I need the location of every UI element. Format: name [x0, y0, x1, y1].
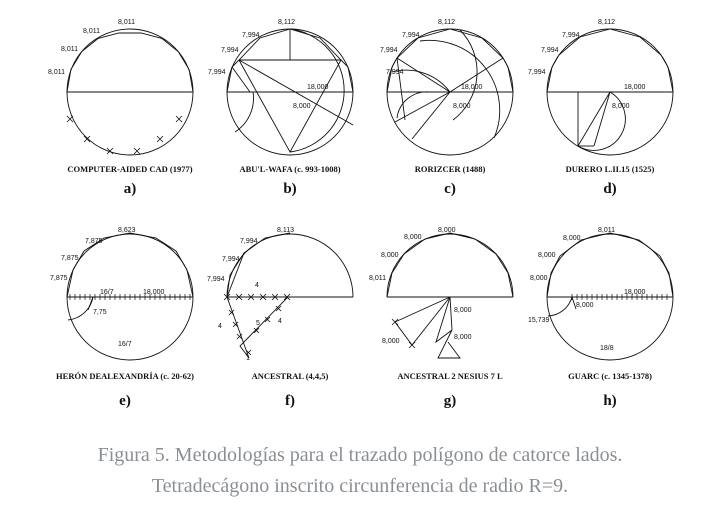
panel-e-label-3: 7,875	[50, 275, 68, 282]
panel-e-label-5: 18,000	[143, 289, 165, 296]
panel-c-label-5: 8,000	[453, 103, 471, 110]
panel-c-label-2: 7,994	[380, 47, 398, 54]
panel-h-title: GUARC (c. 1345-1378)	[568, 371, 652, 381]
panel-h-label-3: 8,000	[530, 275, 548, 282]
panel-c-label-3: 7,994	[386, 69, 404, 76]
panel-a-drawing	[67, 29, 193, 155]
panel-e-label-2: 7,875	[61, 255, 79, 262]
panel-f-label-3: 7,994	[207, 276, 225, 283]
panel-f-label-4: 4	[255, 282, 259, 289]
panel-e-label-0: 8,623	[118, 227, 136, 234]
panel-c-label-1: 7,994	[402, 32, 420, 39]
panel-d-label-1: 7,994	[562, 32, 580, 39]
panel-e-label-7: 16/7	[118, 341, 132, 348]
panel-c-label-0: 8,112	[438, 19, 455, 26]
panel-c-drawing	[387, 29, 513, 155]
panel-c-title: RORIZCER (1488)	[414, 164, 486, 174]
panel-e-label-1: 7,875	[85, 238, 103, 245]
panel-g-label-5: 8,000	[382, 338, 400, 345]
panel-b-label-5: 8,000	[293, 103, 311, 110]
panel-h-label-2: 8,000	[538, 252, 556, 259]
panel-h-drawing	[547, 233, 673, 360]
panel-g-label-3: 8,011	[369, 275, 386, 282]
panel-a-label-3: 8,011	[48, 69, 65, 76]
panel-d-label-3: 7,994	[528, 69, 546, 76]
panel-e-label-6: 7,75	[93, 309, 107, 316]
caption-line-1: Figura 5. Metodologías para el trazado polígono de catorce lados.	[97, 444, 623, 466]
panel-f-label-5: 4	[218, 323, 222, 330]
panel-f-label-8: 1	[246, 355, 250, 362]
panel-g-label-2: 8,000	[381, 252, 399, 259]
panel-d-title: DURERO L.II.15 (1525)	[565, 164, 655, 174]
panel-g-label-4: 8,000	[454, 307, 472, 314]
panel-a-title: COMPUTER-AIDED CAD (1977)	[67, 164, 193, 174]
panel-f-label-1: 7,994	[240, 238, 258, 245]
panel-d-label-5: 8,000	[612, 103, 630, 110]
panel-f-label-0: 8,113	[277, 227, 294, 234]
panel-b-label-0: 8,112	[278, 19, 295, 26]
panel-b-label-3: 7,994	[208, 69, 226, 76]
panel-b-label-2: 7,994	[221, 47, 239, 54]
panel-f-title: ANCESTRAL (4,4,5)	[251, 371, 329, 381]
panel-f-label-6: 5	[256, 320, 260, 327]
panel-d-letter: d)	[603, 181, 617, 197]
panel-c-letter: c)	[444, 181, 456, 197]
panel-h-label-0: 8,011	[598, 227, 615, 234]
panel-f-letter: f)	[285, 393, 295, 409]
panel-g-drawing	[387, 233, 513, 358]
panel-e-label-4: 16/7	[100, 289, 114, 296]
panel-d-label-4: 18,000	[624, 84, 646, 91]
panel-e-title: HERÓN DEALEXANDRÍA (c. 20-62)	[56, 371, 194, 381]
panel-g-label-6: 8,000	[454, 334, 472, 341]
panel-b-drawing	[227, 29, 353, 155]
figure-caption	[0, 440, 720, 502]
panel-g-letter: g)	[443, 393, 457, 409]
panel-g-label-1: 8,000	[404, 234, 422, 241]
panel-b-title: ABU'L-WAFA (c. 993-1008)	[239, 164, 341, 174]
panel-d-label-0: 8,112	[598, 19, 615, 26]
panel-b-label-4: 18,000	[307, 84, 329, 91]
panel-a-label-2: 8,011	[61, 46, 78, 53]
panel-h-label-1: 8,000	[563, 235, 581, 242]
panel-f-drawing	[224, 233, 353, 358]
panel-a-label-0: 8,011	[118, 19, 135, 26]
panel-g-label-0: 8,000	[438, 227, 456, 234]
panel-d-label-2: 7,994	[541, 47, 559, 54]
panel-g-title: ANCESTRAL 2 NESIUS 7 L	[397, 371, 503, 381]
panel-f-label-7: 4	[278, 318, 282, 325]
panel-a-label-1: 8,011	[83, 28, 100, 35]
panel-b-letter: b)	[283, 181, 297, 197]
panel-d-drawing	[547, 29, 673, 155]
panel-f-label-2: 7,994	[222, 256, 240, 263]
panel-h-label-5: 15,739	[528, 317, 550, 324]
caption-line-2: Tetradecágono inscrito circunferencia de radio R=9.	[151, 475, 569, 497]
panel-b-label-1: 7,994	[242, 32, 260, 39]
panel-h-label-7: 18/8	[600, 345, 614, 352]
panel-h-label-4: 18,000	[624, 289, 646, 296]
panel-e-letter: e)	[119, 393, 131, 409]
panel-c-label-4: 18,000	[461, 84, 483, 91]
panel-h-label-6: 8,000	[576, 302, 594, 309]
panel-a-letter: a)	[123, 181, 137, 197]
panel-h-letter: h)	[603, 393, 617, 409]
